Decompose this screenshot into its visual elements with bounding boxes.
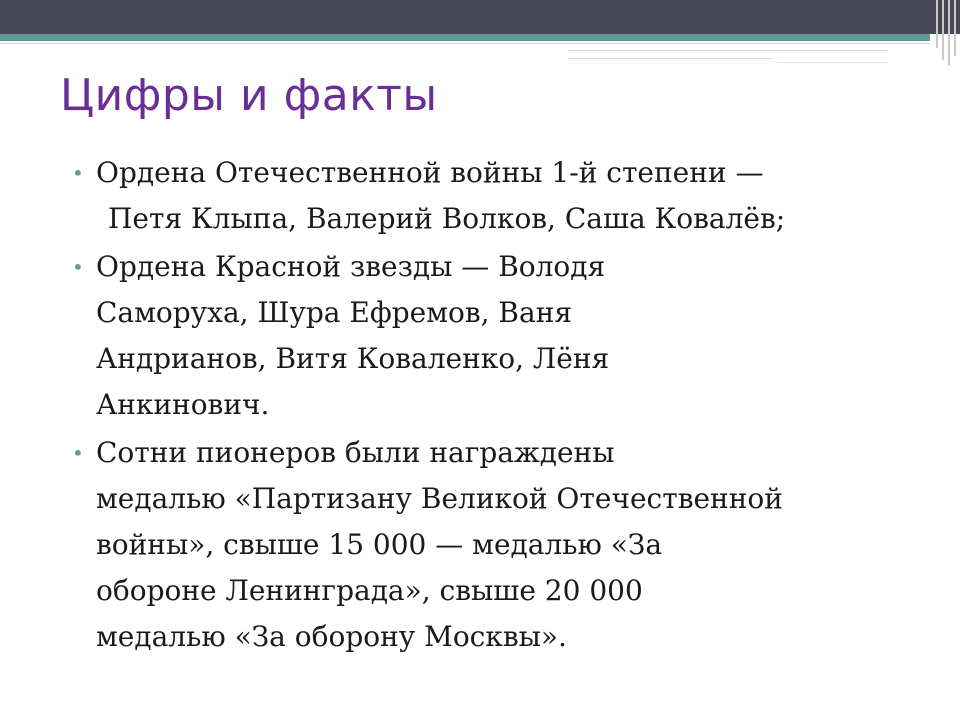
bullet-line: Сотни пионеров были награждены: [96, 436, 615, 469]
bullet-line: Ордена Красной звезды — Володя: [96, 250, 606, 283]
bullet-line: медалью «За оборону Москвы».: [96, 620, 567, 653]
bullet-list: [72, 150, 932, 662]
header-bar: [0, 0, 960, 34]
decor-line: [0, 43, 930, 44]
header-accent-stripe: [0, 34, 930, 41]
bullet-icon: •: [72, 161, 84, 185]
bullet-line: Ордена Отечественной войны 1-й степени —: [96, 156, 764, 189]
bullet-item: [72, 150, 932, 242]
decor-line: [568, 58, 773, 59]
bullet-line: медалью «Партизану Великой Отечественной: [96, 482, 783, 515]
bullet-line: Анкинович.: [96, 388, 270, 421]
bullet-line: обороне Ленинграда», свыше 20 000: [96, 574, 643, 607]
bullet-item: [72, 244, 932, 428]
slide-title: Цифры и факты: [60, 70, 438, 121]
decor-vertical-lines: [934, 0, 960, 66]
bullet-line: Андрианов, Витя Коваленко, Лёня: [96, 342, 610, 375]
bullet-icon: •: [72, 255, 84, 279]
bullet-icon: •: [72, 441, 84, 465]
bullet-line: войны», свыше 15 000 — медалью «За: [96, 528, 663, 561]
decor-line: [568, 50, 888, 51]
bullet-item: [72, 430, 932, 660]
bullet-line: Саморуха, Шура Ефремов, Ваня: [96, 296, 573, 329]
bullet-line: Петя Клыпа, Валерий Волков, Саша Ковалёв;: [108, 202, 786, 235]
decor-line: [778, 62, 888, 63]
